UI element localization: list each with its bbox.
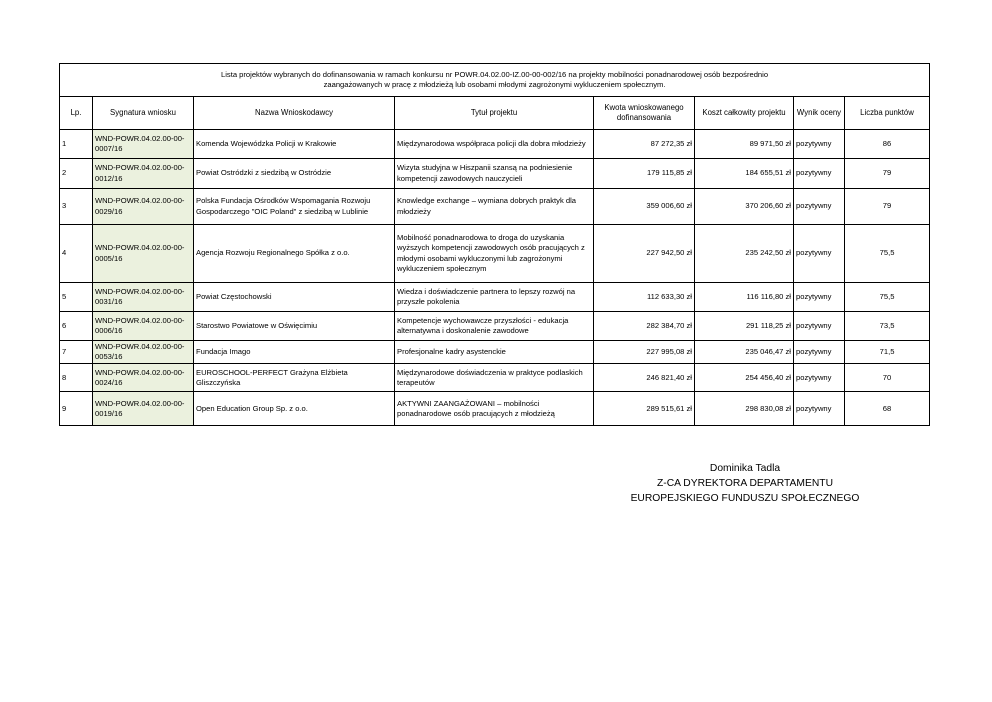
cell-points: 79 — [845, 159, 930, 189]
cell-amount: 227 995,08 zł — [594, 341, 695, 364]
cell-total-cost: 254 456,40 zł — [695, 364, 794, 392]
table-row — [60, 189, 930, 225]
cell-applicant: Polska Fundacja Ośrodków Wspomagania Rozwoju Gospodarczego "OIC Poland" z siedzibą w Lublinie — [194, 189, 395, 225]
signature-block — [610, 462, 880, 507]
cell-title: Kompetencje wychowawcze przyszłości - edukacja alternatywna i doskonalenie zawodowe — [395, 312, 594, 341]
cell-signature: WND-POWR.04.02.00-00-0005/16 — [93, 225, 194, 283]
header-result: Wynik oceny — [794, 97, 845, 130]
cell-lp: 1 — [60, 130, 93, 159]
table-row — [60, 159, 930, 189]
signatory-position: Z-CA DYREKTORA DEPARTAMENTU — [656, 477, 834, 489]
cell-points: 79 — [845, 189, 930, 225]
cell-lp: 5 — [60, 283, 93, 312]
cell-applicant: Starostwo Powiatowe w Oświęcimiu — [194, 312, 395, 341]
cell-result: pozytywny — [794, 341, 845, 364]
header-amount: Kwota wnioskowanego dofinansowania — [594, 97, 695, 130]
cell-applicant: Powiat Ostródzki z siedzibą w Ostródzie — [194, 159, 395, 189]
cell-points: 68 — [845, 392, 930, 426]
cell-total-cost: 184 655,51 zł — [695, 159, 794, 189]
cell-points: 75,5 — [845, 283, 930, 312]
cell-total-cost: 89 971,50 zł — [695, 130, 794, 159]
cell-points: 86 — [845, 130, 930, 159]
cell-title: Wiedza i doświadczenie partnera to lepszy rozwój na przyszłe pokolenia — [395, 283, 594, 312]
title-row — [60, 64, 930, 97]
cell-signature: WND-POWR.04.02.00-00-0007/16 — [93, 130, 194, 159]
cell-signature: WND-POWR.04.02.00-00-0031/16 — [93, 283, 194, 312]
cell-applicant: Fundacja Imago — [194, 341, 395, 364]
cell-signature: WND-POWR.04.02.00-00-0029/16 — [93, 189, 194, 225]
table-row — [60, 283, 930, 312]
cell-total-cost: 298 830,08 zł — [695, 392, 794, 426]
cell-applicant: Agencja Rozwoju Regionalnego Spółka z o.o. — [194, 225, 395, 283]
cell-result: pozytywny — [794, 130, 845, 159]
cell-applicant: Komenda Wojewódzka Policji w Krakowie — [194, 130, 395, 159]
projects-sheet — [59, 63, 929, 426]
cell-total-cost: 116 116,80 zł — [695, 283, 794, 312]
table-row — [60, 364, 930, 392]
cell-points: 75,5 — [845, 225, 930, 283]
cell-total-cost: 235 046,47 zł — [695, 341, 794, 364]
table-row — [60, 225, 930, 283]
header-title: Tytuł projektu — [395, 97, 594, 130]
table-row — [60, 341, 930, 364]
cell-lp: 7 — [60, 341, 93, 364]
header-points: Liczba punktów — [845, 97, 930, 130]
cell-signature: WND-POWR.04.02.00-00-0019/16 — [93, 392, 194, 426]
header-total-cost: Koszt całkowity projektu — [695, 97, 794, 130]
cell-title: AKTYWNI ZAANGAŻOWANI – mobilności ponadnarodowe osób pracujących z młodzieżą — [395, 392, 594, 426]
cell-lp: 4 — [60, 225, 93, 283]
cell-amount: 289 515,61 zł — [594, 392, 695, 426]
cell-total-cost: 370 206,60 zł — [695, 189, 794, 225]
cell-result: pozytywny — [794, 392, 845, 426]
cell-result: pozytywny — [794, 312, 845, 341]
cell-title: Mobilność ponadnarodowa to droga do uzyskania wyższych kompetencji zawodowych osób pracujących z młodymi osobami wykluczonymi lub zagrożonymi wykluczeniem społecznym — [395, 225, 594, 283]
cell-title: Wizyta studyjna w Hiszpanii szansą na podniesienie kompetencji zawodowych nauczycieli — [395, 159, 594, 189]
cell-amount: 227 942,50 zł — [594, 225, 695, 283]
signatory-department: EUROPEJSKIEGO FUNDUSZU SPOŁECZNEGO — [630, 492, 860, 504]
cell-applicant: EUROSCHOOL-PERFECT Grażyna Elżbieta Gliszczyńska — [194, 364, 395, 392]
cell-lp: 8 — [60, 364, 93, 392]
document-title — [60, 64, 930, 97]
cell-amount: 87 272,35 zł — [594, 130, 695, 159]
cell-amount: 246 821,40 zł — [594, 364, 695, 392]
cell-applicant: Powiat Częstochowski — [194, 283, 395, 312]
header-row — [60, 97, 930, 130]
cell-result: pozytywny — [794, 283, 845, 312]
cell-title: Knowledge exchange – wymiana dobrych praktyk dla młodzieży — [395, 189, 594, 225]
cell-signature: WND-POWR.04.02.00-00-0053/16 — [93, 341, 194, 364]
cell-points: 71,5 — [845, 341, 930, 364]
cell-amount: 112 633,30 zł — [594, 283, 695, 312]
table-row — [60, 312, 930, 341]
cell-signature: WND-POWR.04.02.00-00-0012/16 — [93, 159, 194, 189]
cell-result: pozytywny — [794, 159, 845, 189]
cell-signature: WND-POWR.04.02.00-00-0006/16 — [93, 312, 194, 341]
cell-amount: 282 384,70 zł — [594, 312, 695, 341]
cell-amount: 179 115,85 zł — [594, 159, 695, 189]
table-row — [60, 392, 930, 426]
cell-points: 70 — [845, 364, 930, 392]
cell-result: pozytywny — [794, 189, 845, 225]
cell-lp: 3 — [60, 189, 93, 225]
header-signature: Sygnatura wniosku — [93, 97, 194, 130]
cell-total-cost: 235 242,50 zł — [695, 225, 794, 283]
cell-amount: 359 006,60 zł — [594, 189, 695, 225]
title-line-2: zaangażowanych w pracę z młodzieżą lub osobami młodymi zagrożonymi wykluczeniem społecznym. — [323, 80, 666, 89]
cell-lp: 6 — [60, 312, 93, 341]
cell-lp: 9 — [60, 392, 93, 426]
title-line-1: Lista projektów wybranych do dofinansowania w ramach konkursu nr POWR.04.02.00-IZ.00-00-002/16 na projekty mobilności ponadnarodowej osób bezpośrednio — [221, 69, 769, 79]
signatory-name: Dominika Tadla — [709, 463, 781, 474]
cell-title: Międzynarodowe doświadczenia w praktyce podlaskich terapeutów — [395, 364, 594, 392]
cell-result: pozytywny — [794, 225, 845, 283]
cell-points: 73,5 — [845, 312, 930, 341]
cell-applicant: Open Education Group Sp. z o.o. — [194, 392, 395, 426]
projects-table — [59, 63, 930, 426]
cell-total-cost: 291 118,25 zł — [695, 312, 794, 341]
header-lp: Lp. — [60, 97, 93, 130]
cell-title: Międzynarodowa współpraca policji dla dobra młodzieży — [395, 130, 594, 159]
header-applicant: Nazwa Wnioskodawcy — [194, 97, 395, 130]
cell-result: pozytywny — [794, 364, 845, 392]
cell-signature: WND-POWR.04.02.00-00-0024/16 — [93, 364, 194, 392]
cell-title: Profesjonalne kadry asystenckie — [395, 341, 594, 364]
table-row — [60, 130, 930, 159]
cell-lp: 2 — [60, 159, 93, 189]
